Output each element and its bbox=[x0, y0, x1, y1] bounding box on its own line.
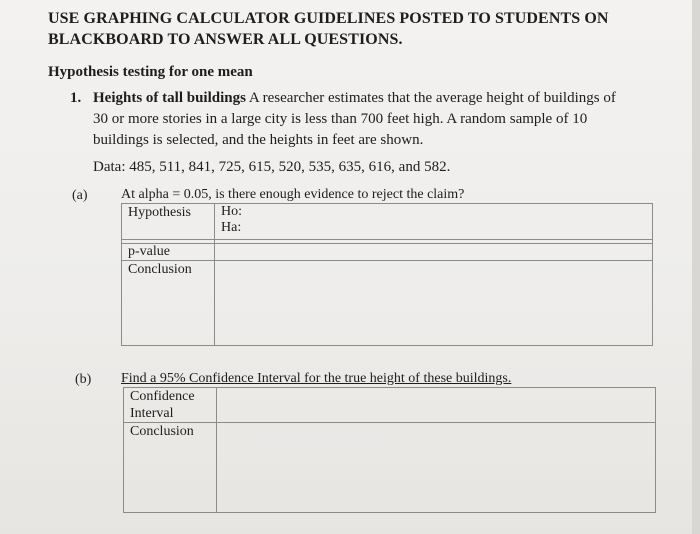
part-b-answer-table bbox=[123, 387, 656, 513]
part-a-label: (a) bbox=[72, 188, 88, 203]
hypothesis-label: Hypothesis bbox=[128, 205, 191, 220]
conclusion-label-a: Conclusion bbox=[128, 262, 192, 277]
ci-answer-cell[interactable] bbox=[217, 388, 656, 423]
hypothesis-answer-cell[interactable] bbox=[215, 204, 653, 240]
header-line-1: USE GRAPHING CALCULATOR GUIDELINES POSTED TO STUDENTS ON bbox=[48, 10, 609, 27]
problem-line-2: 30 or more stories in a large city is less than 700 feet high. A random sample of 10 bbox=[93, 111, 588, 127]
part-a-answer-table bbox=[121, 203, 653, 346]
pvalue-row bbox=[122, 244, 653, 261]
problem-title: Heights of tall buildings bbox=[93, 90, 246, 106]
problem-number: 1. bbox=[70, 90, 82, 106]
part-b-label: (b) bbox=[75, 372, 92, 387]
pvalue-answer-cell[interactable] bbox=[215, 244, 653, 261]
ci-label-line-1: Confidence bbox=[130, 389, 195, 404]
ci-row bbox=[124, 388, 656, 423]
section-title: Hypothesis testing for one mean bbox=[48, 64, 253, 80]
part-b-question: Find a 95% Confidence Interval for the true height of these buildings. bbox=[121, 371, 512, 386]
hypothesis-label-cell bbox=[122, 204, 215, 240]
pvalue-label-cell bbox=[122, 244, 215, 261]
conclusion-label-b: Conclusion bbox=[130, 424, 194, 439]
part-a-question: At alpha = 0.05, is there enough evidence to reject the claim? bbox=[121, 187, 465, 202]
hypothesis-row bbox=[122, 204, 653, 240]
page-edge-shadow bbox=[692, 0, 700, 534]
conclusion-row-a bbox=[122, 261, 653, 346]
problem-line-1 bbox=[93, 88, 616, 109]
h0-label: Ho: bbox=[221, 204, 242, 219]
conclusion-answer-cell-a[interactable] bbox=[215, 261, 653, 346]
ci-label-cell bbox=[124, 388, 217, 423]
conclusion-label-cell-b bbox=[124, 423, 217, 513]
problem-line-3: buildings is selected, and the heights in feet are shown. bbox=[93, 132, 424, 148]
conclusion-row-b bbox=[124, 423, 656, 513]
pvalue-label: p-value bbox=[128, 244, 170, 259]
conclusion-label-cell-a bbox=[122, 261, 215, 346]
problem-text-1: A researcher estimates that the average height of buildings of bbox=[245, 90, 616, 106]
ha-label: Ha: bbox=[221, 220, 242, 235]
data-line: Data: 485, 511, 841, 725, 615, 520, 535, 635, 616, and 582. bbox=[93, 159, 451, 175]
header-line-2: BLACKBOARD TO ANSWER ALL QUESTIONS. bbox=[48, 31, 403, 48]
conclusion-answer-cell-b[interactable] bbox=[217, 423, 656, 513]
ci-label-line-2: Interval bbox=[130, 406, 174, 421]
